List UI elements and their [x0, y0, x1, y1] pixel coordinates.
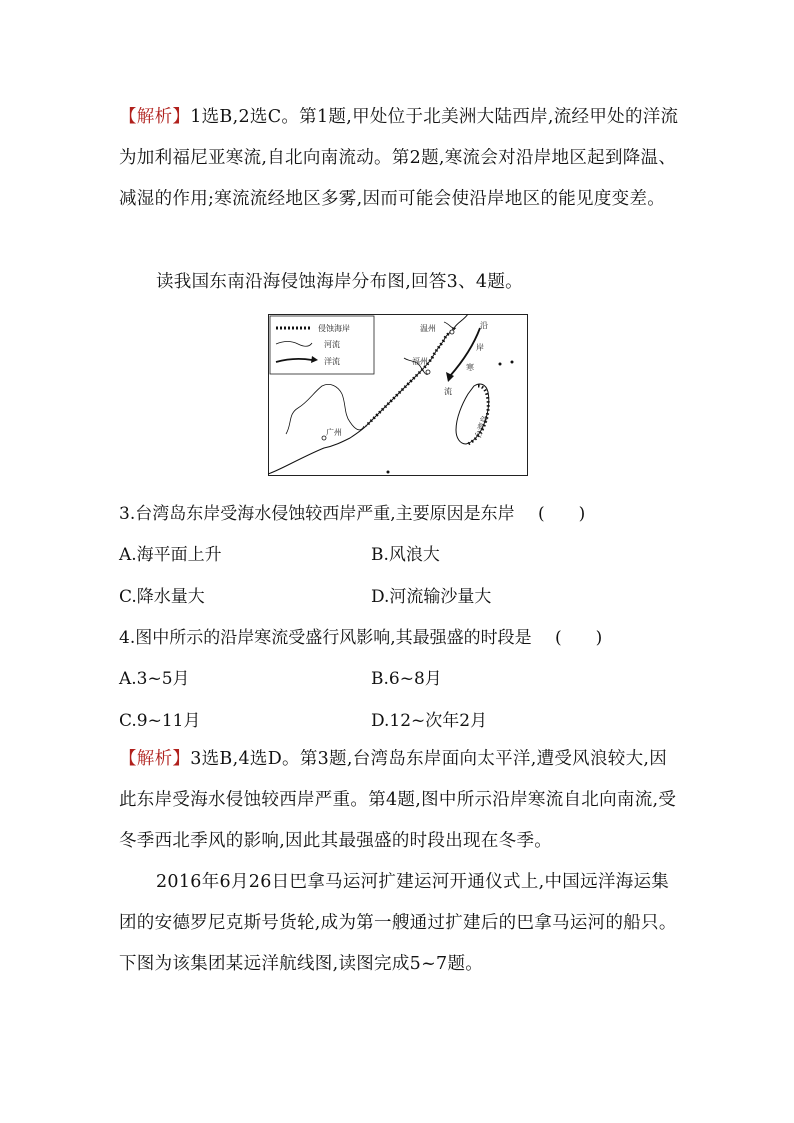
legend-label-river: 河流 — [324, 340, 340, 349]
analysis-1-text: 1选B,2选C。第1题,甲处位于北美洲大陆西岸,流经甲处的洋流为加利福尼亚寒流,自北向南流动。第2题,寒流会对沿岸地区起到降温、减湿的作用;寒流流经地区多雾,因而可能会使沿岸地区的能见度变差。 — [119, 107, 679, 209]
analysis-1 — [119, 97, 679, 220]
islet-marker — [387, 471, 390, 474]
erosion-coast-map — [268, 314, 528, 476]
label-current-char-4: 流 — [444, 387, 452, 396]
legend-label-erosion: 侵蚀海岸 — [318, 324, 350, 333]
label-current-char-3: 寒 — [466, 363, 474, 372]
q3-option-b: B.风浪大 — [371, 545, 440, 565]
analysis-2-text: 3选B,4选D。第3题,台湾岛东岸面向太平洋,遭受风浪较大,因此东岸受海水侵蚀较西岸严重。第4题,图中所示沿岸寒流自北向南流,受冬季西北季风的影响,因此其最强盛的时段出现在冬季。 — [119, 749, 677, 851]
question-4-stem: 4.图中所示的沿岸寒流受盛行风影响,其最强盛的时段是 — [119, 628, 532, 648]
q4-option-c: C.9~11月 — [119, 711, 201, 731]
islet-marker — [511, 361, 514, 364]
city-wenzhou-marker — [450, 330, 454, 334]
label-current-char-1: 沿 — [480, 321, 488, 330]
q4-option-b: B.6~8月 — [371, 669, 442, 689]
analysis-tag: 【解析】 — [119, 749, 191, 769]
intro-q3-q4: 读我国东南沿海侵蚀海岸分布图,回答3、4题。 — [156, 272, 523, 292]
city-fuzhou-marker — [426, 370, 430, 374]
label-fuzhou: 福州 — [412, 357, 428, 366]
q3-option-c: C.降水量大 — [119, 587, 205, 607]
q3-option-d: D.河流输沙量大 — [371, 587, 492, 607]
question-3-stem: 3.台湾岛东岸受海水侵蚀较西岸严重,主要原因是东岸 — [119, 504, 515, 524]
label-wenzhou: 温州 — [420, 324, 436, 333]
q3-option-a: A.海平面上升 — [119, 545, 222, 565]
label-current-char-2: 岸 — [476, 343, 484, 352]
question-3 — [119, 502, 585, 526]
question-4-bracket: ( ) — [555, 628, 603, 648]
analysis-tag: 【解析】 — [119, 107, 191, 127]
question-3-bracket: ( ) — [538, 504, 586, 524]
q4-option-a: A.3~5月 — [119, 669, 190, 689]
question-4 — [119, 626, 602, 650]
intro-q5-q7: 2016年6月26日巴拿马运河扩建运河开通仪式上,中国远洋海运集团的安德罗尼克斯号货轮,成为第一艘通过扩建后的巴拿马运河的船只。下图为该集团某远洋航线图,读图完成5~7题。 — [119, 872, 677, 974]
islet-marker — [499, 363, 502, 366]
label-taiwan: 台湾岛 — [473, 414, 491, 440]
label-guangzhou: 广州 — [326, 428, 342, 437]
q4-option-d: D.12~次年2月 — [371, 711, 488, 731]
legend-label-current: 洋流 — [324, 357, 340, 366]
analysis-2 — [119, 739, 679, 862]
